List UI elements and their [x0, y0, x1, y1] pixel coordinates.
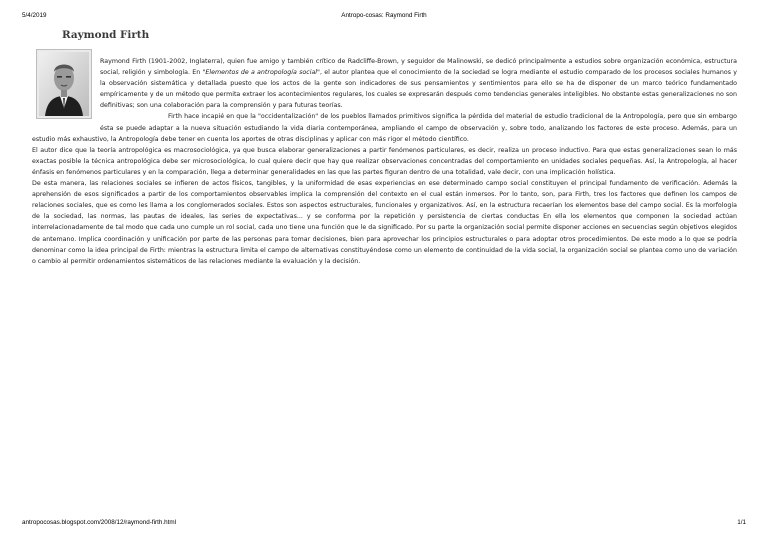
paragraph-text: Raymond Firth (1901-2002, Inglaterra), quien fue amigo y también crítico de Radcliffe-Brown, y seguidor de Malinowski, se dedicó principalmente a estudios sobre organización económica, estructura social, religión y simbología. En — [100, 58, 737, 77]
article-paragraph-2 — [32, 111, 737, 144]
book-title: "Elementos de a antropología social" — [202, 69, 320, 77]
print-page-number: 1/1 — [737, 519, 746, 526]
print-url: antropocosas.blogspot.com/2008/12/raymond-firth.html — [22, 519, 177, 526]
article-paragraph-4: De esta manera, las relaciones sociales se infieren de actos físicos, tangibles, y la uniformidad de esas experiencias en ese determinado campo social constituyen el principal fundamento de verificación. Además la aprehensión de esos significados a partir de los comportamientos observables implica la comprensión del contexto en el cual están inmersos. Por lo tanto, son, para Firth, tres los factores que definen los campos de relaciones sociales, que es como les llama a los conglomerados sociales. Estos son aspectos estructurales, funcionales y organizativos. Así, en la estructura recaerían los elementos base del campo social. Es la morfología de la sociedad, las normas, las pautas de ideales, las series de expectativas... y se conforma por la repetición y persistencia de ciertas conductas En ella los elementos que componen la sociedad actúan interrelacionadamente de tal modo que cada uno cumple un rol social, cada uno tiene una función que le da significado. Por su parte la organización social permite disponer acciones en secuencias según objetivos elegidos de antemano. Implica coordinación y unificación por parte de las personas para tomar decisiones, bien para aprovechar los principios estructurales o para adoptar otros procedimientos. De este modo a lo que se podría denominar como la idea principal de Firth: mientras la estructura limita el campo de alternativas constituyéndose como un elemento de continuidad de la vida social, la organización social se plantea como uno de variación o cambio al permitir ordenamientos sistemáticos de las relaciones mediante la evaluación y la decisión. — [32, 180, 737, 265]
portrait-spacer — [32, 56, 100, 129]
article-paragraph-1 — [32, 56, 737, 111]
print-date: 5/4/2019 — [22, 12, 47, 19]
print-page-title: Antropo-cosas: Raymond Firth — [341, 12, 427, 19]
post-title: Raymond Firth — [62, 29, 150, 41]
paragraph-text: , el autor plantea que el conocimiento de la sociedad se logra mediante el estudio comparado de los procesos sociales humanos y la observación sistemática y detallada puesto que los actos de la gente son indicadores de sus pensamientos y sentimientos para ello se ha de disponer de un marco teórico fundamentado empíricamente y de un método que permita extraer los acontecimientos regulares, los cuales se expresarán después como tendencias generales inteligibles. No obstante estas generalizaciones no son definitivas; son una colaboración para la comprensión y para futuras teorías. — [100, 69, 738, 110]
article-body — [32, 56, 737, 267]
article-paragraph-3: El autor dice que la teoría antropológica es macrosociológica, ya que busca elaborar generalizaciones a partir fenómenos particulares, es decir, realiza un proceso inductivo. Para que estas generalizaciones sean lo más exactas posible la técnica antropológica debe ser microsociológica, lo cual quiere decir que hay que realizar observaciones concentradas del comportamiento en unidades sociales pequeñas. Así, la Antropología, al hacer énfasis en fenómenos particulares y en la comparación, llega a determinar generalidades en las que las partes figuran dentro de una totalidad, vale decir, con una implicación holística. — [32, 146, 737, 176]
paragraph-text: Firth hace incapié en que la "occidentalización" de los pueblos llamados primitivos significa la pérdida del material de estudio tradicional de la Antropología, pero que sin embargo ésta se puede adaptar a la nueva situación estudiando la vida diaria contemporánea, ampliando el campo de observación y, sobre todo, analizando los factores de este proceso. Además, para un estudio más exhaustivo, la Antropología debe tener en cuenta los aportes de otras disciplinas y aplicar con más rigor el método científico. — [32, 113, 737, 143]
